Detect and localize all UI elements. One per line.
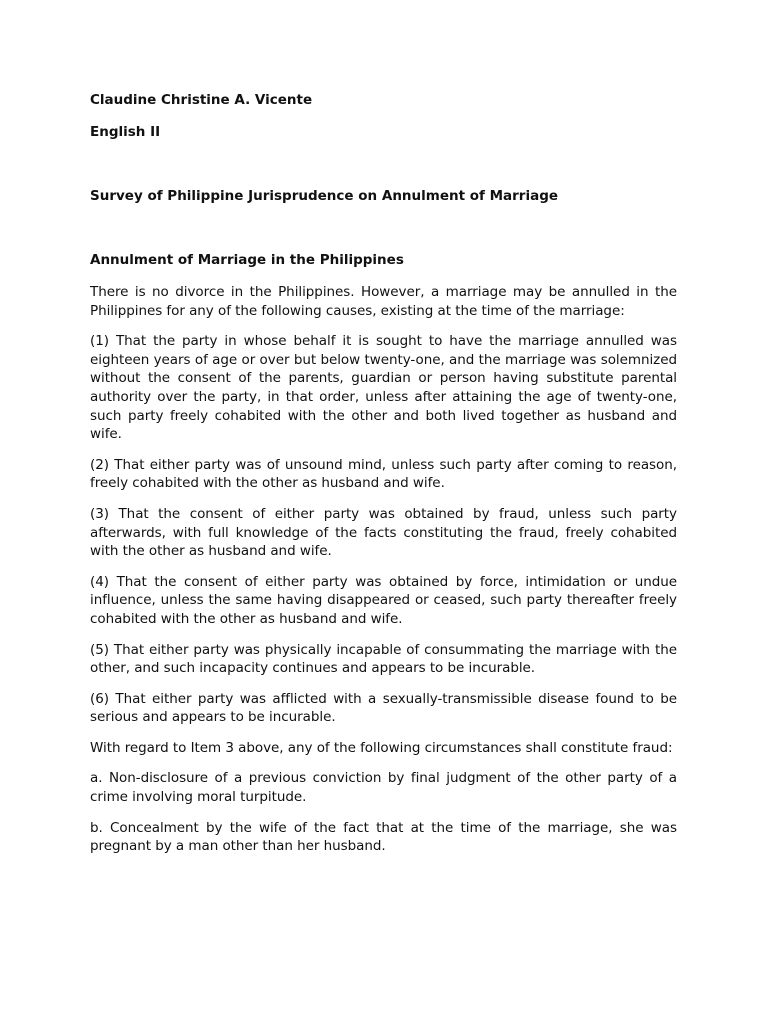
fraud-item-a-paragraph: a. Non-disclosure of a previous conviction by final judgment of the other party of a crime involving moral turpitude. <box>90 770 677 806</box>
cause-2-paragraph: (2) That either party was of unsound mind, unless such party after coming to reason, freely cohabited with the other as husband and wife. <box>90 456 677 492</box>
course-name: English II <box>90 124 161 140</box>
author-name: Claudine Christine A. Vicente <box>90 92 313 108</box>
cause-4-paragraph: (4) That the consent of either party was obtained by force, intimidation or undue influence, unless the same having disappeared or ceased, such party thereafter freely cohabited with the other as husband and wife. <box>90 573 677 627</box>
cause-6-paragraph: (6) That either party was afflicted with a sexually-transmissible disease found to be serious and appears to be incurable. <box>90 690 677 726</box>
cause-3-paragraph: (3) That the consent of either party was obtained by fraud, unless such party afterwards, with full knowledge of the facts constituting the fraud, freely cohabited with the other as husband and wife. <box>90 505 677 560</box>
cause-5-paragraph: (5) That either party was physically incapable of consummating the marriage with the other, and such incapacity continues and appears to be incurable. <box>90 641 677 677</box>
fraud-intro-paragraph: With regard to Item 3 above, any of the following circumstances shall constitute fraud: <box>90 739 673 756</box>
intro-paragraph: There is no divorce in the Philippines. However, a marriage may be annulled in the Philippines for any of the following causes, existing at the time of the marriage: <box>90 284 677 319</box>
document-page <box>90 0 677 1024</box>
document-title: Survey of Philippine Jurisprudence on Annulment of Marriage <box>90 188 559 204</box>
section-body <box>90 283 677 868</box>
fraud-item-b-paragraph: b. Concealment by the wife of the fact that at the time of the marriage, she was pregnant by a man other than her husband. <box>90 819 677 855</box>
cause-1-paragraph: (1) That the party in whose behalf it is sought to have the marriage annulled was eighteen years of age or over but below twenty-one, and the marriage was solemnized without the consent of the parents, guardian or person having substitute parental authority over the party, in that order, unless after attaining the age of twenty-one, such party freely cohabited with the other and both lived together as husband and wife. <box>90 333 677 443</box>
section-heading: Annulment of Marriage in the Philippines <box>90 252 404 268</box>
